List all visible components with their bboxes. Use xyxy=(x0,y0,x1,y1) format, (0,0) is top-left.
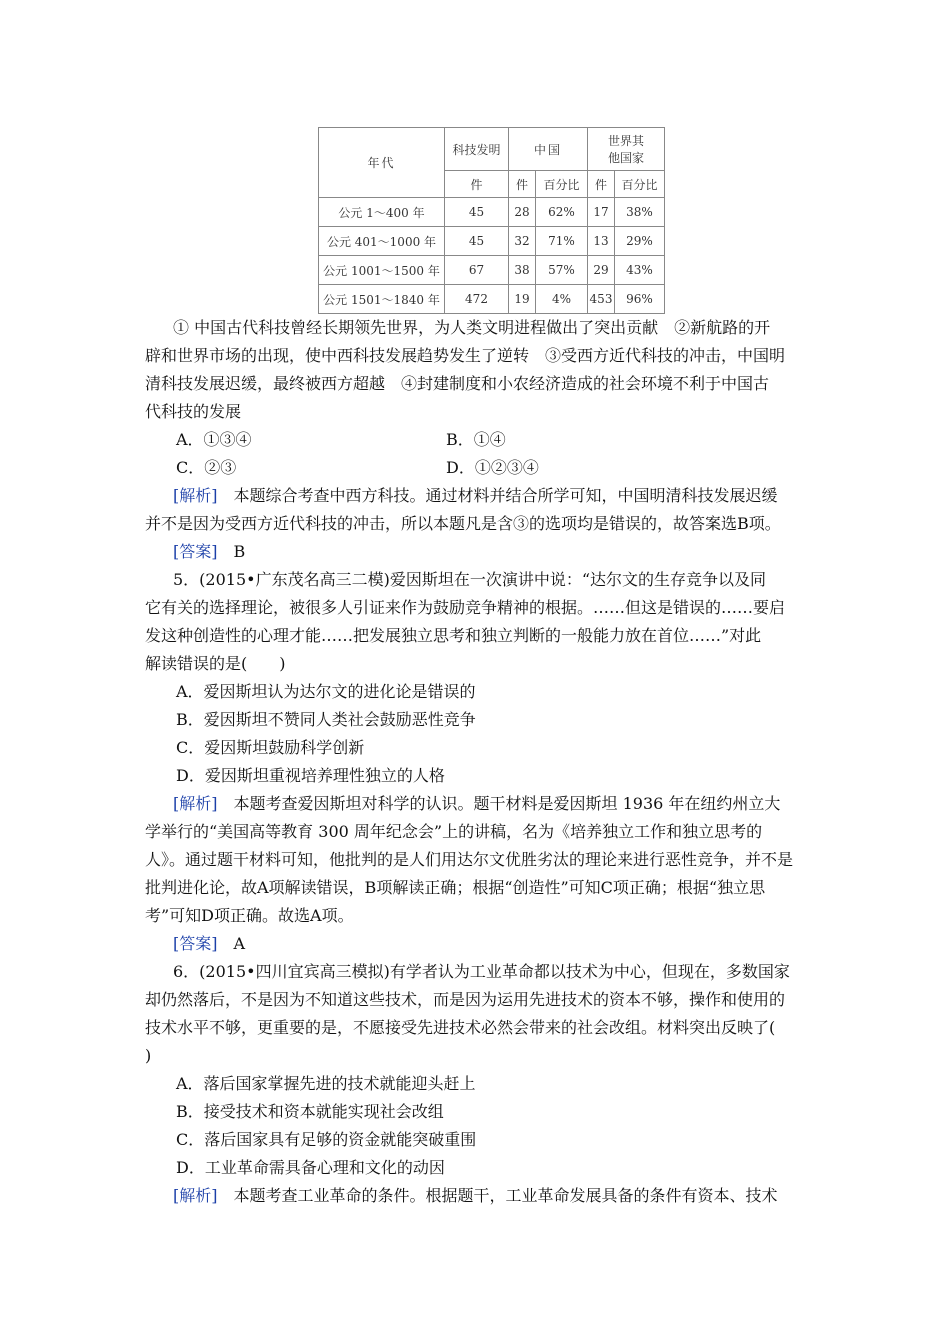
table-row xyxy=(319,198,665,227)
table-cell-world-pct: 96% xyxy=(615,285,665,314)
q4-option-b: B．①④ xyxy=(446,430,506,449)
q5-option-c: C．爱因斯坦鼓励科学创新 xyxy=(176,738,365,757)
q5-analysis-line: 人》。通过题干材料可知，他批判的是人们用达尔文优胜劣汰的理论来进行恶性竞争，并不是 xyxy=(145,850,794,869)
answer-text: A xyxy=(217,934,246,953)
table-header-row xyxy=(319,128,665,171)
table-cell-world-pct: 29% xyxy=(615,227,665,256)
q6-stem-line: 技术水平不够，更重要的是，不愿接受先进技术必然会带来的社会改组。材料突出反映了( xyxy=(145,1018,776,1037)
table-cell-total: 67 xyxy=(445,256,509,285)
q5-option-b: B．爱因斯坦不赞同人类社会鼓励恶性竞争 xyxy=(176,710,476,729)
analysis-tag: [解析] xyxy=(173,486,218,505)
table-head-china: 中国 xyxy=(509,128,588,171)
table-cell-world: 17 xyxy=(588,198,615,227)
analysis-tag: [解析] xyxy=(173,794,218,813)
table-cell-cn-pct: 4% xyxy=(536,285,588,314)
table-cell-cn-pct: 57% xyxy=(536,256,588,285)
table-cell-cn: 19 xyxy=(509,285,536,314)
table-pct: 百分比 xyxy=(615,171,665,198)
table-cell-total: 472 xyxy=(445,285,509,314)
q5-option-d: D．爱因斯坦重视培养理性独立的人格 xyxy=(176,766,445,785)
analysis-tag: [解析] xyxy=(173,1186,218,1205)
q5-stem-line: 发这种创造性的心理才能……把发展独立思考和独立判断的一般能力放在首位……”对此 xyxy=(145,626,762,645)
table-row xyxy=(319,285,665,314)
table-row xyxy=(319,227,665,256)
q6-option-a: A．落后国家掌握先进的技术就能迎头赶上 xyxy=(176,1074,476,1093)
q6-option-c: C．落后国家具有足够的资金就能突破重围 xyxy=(176,1130,477,1149)
table-cell-cn: 28 xyxy=(509,198,536,227)
q4-analysis-line xyxy=(173,486,778,506)
table-unit: 件 xyxy=(588,171,615,198)
q4-answer-line xyxy=(173,542,245,562)
q6-stem-line: ) xyxy=(145,1046,152,1065)
table-cell-world: 13 xyxy=(588,227,615,256)
table-cell-era: 公元 1501～1840 年 xyxy=(319,285,445,314)
q5-analysis-line: 考”可知D项正确。故选A项。 xyxy=(145,906,354,925)
q5-stem-line: 5．(2015•广东茂名高三二模)爱因斯坦在一次演讲中说：“达尔文的生存竞争以及同 xyxy=(173,570,767,589)
q6-option-b: B．接受技术和资本就能实现社会改组 xyxy=(176,1102,444,1121)
table-cell-world: 29 xyxy=(588,256,615,285)
table-head-world-line1: 世界其 xyxy=(607,134,644,148)
analysis-text: 本题考查工业革命的条件。根据题干，工业革命发展具备的条件有资本、技术 xyxy=(217,1186,778,1205)
q4-option-d: D．①②③④ xyxy=(446,458,539,477)
q5-analysis-line xyxy=(173,794,780,814)
q6-stem-line: 却仍然落后，不是因为不知道这些技术，而是因为运用先进技术的资本不够，操作和使用的 xyxy=(145,990,786,1009)
q5-analysis-line: 学举行的“美国高等教育 300 周年纪念会”上的讲稿，名为《培养独立工作和独立思考的 xyxy=(145,822,763,841)
table-row xyxy=(319,256,665,285)
table-cell-world-pct: 38% xyxy=(615,198,665,227)
q4-statement-line: 辟和世界市场的出现，使中西科技发展趋势发生了逆转 ③受西方近代科技的冲击，中国明 xyxy=(145,346,786,365)
table-head-world-line2: 他国家 xyxy=(607,151,644,165)
analysis-text: 本题综合考查中西方科技。通过材料并结合所学可知，中国明清科技发展迟缓 xyxy=(217,486,778,505)
q5-stem-line: 解读错误的是( ) xyxy=(145,654,286,673)
q5-option-a: A．爱因斯坦认为达尔文的进化论是错误的 xyxy=(176,682,476,701)
q6-analysis-line xyxy=(173,1186,778,1206)
q5-stem-line: 它有关的选择理论，被很多人引证来作为鼓励竞争精神的根据。……但这是错误的……要启 xyxy=(145,598,786,617)
table-cell-era: 公元 1001～1500 年 xyxy=(319,256,445,285)
table-head-inventions: 科技发明 xyxy=(445,128,509,171)
table-cell-world: 453 xyxy=(588,285,615,314)
q4-statement-line: 清科技发展迟缓，最终被西方超越 ④封建制度和小农经济造成的社会环境不利于中国古 xyxy=(145,374,770,393)
table-pct: 百分比 xyxy=(536,171,588,198)
table-unit: 件 xyxy=(445,171,509,198)
q5-answer-line xyxy=(173,934,245,954)
q4-analysis-line: 并不是因为受西方近代科技的冲击，所以本题凡是含③的选项均是错误的，故答案选B项。 xyxy=(145,514,781,533)
q6-option-d: D．工业革命需具备心理和文化的动因 xyxy=(176,1158,445,1177)
answer-tag: [答案] xyxy=(173,542,218,561)
q4-option-a: A．①③④ xyxy=(176,430,252,449)
q6-stem-line: 6．(2015•四川宜宾高三模拟)有学者认为工业革命都以技术为中心，但现在，多数国家 xyxy=(173,962,790,981)
analysis-text: 本题考查爱因斯坦对科学的认识。题干材料是爱因斯坦 1936 年在纽约州立大 xyxy=(217,794,781,813)
table-cell-total: 45 xyxy=(445,198,509,227)
invention-table xyxy=(318,127,665,314)
table-cell-era: 公元 401～1000 年 xyxy=(319,227,445,256)
table-cell-cn: 38 xyxy=(509,256,536,285)
table-cell-cn: 32 xyxy=(509,227,536,256)
q4-option-c: C．②③ xyxy=(176,458,237,477)
table-head-world xyxy=(588,128,665,171)
q5-analysis-line: 批判进化论，故A项解读错误，B项解读正确；根据“创造性”可知C项正确；根据“独立思 xyxy=(145,878,766,897)
table-cell-cn-pct: 71% xyxy=(536,227,588,256)
table-head-era: 年代 xyxy=(319,128,445,198)
table-cell-cn-pct: 62% xyxy=(536,198,588,227)
table-cell-era: 公元 1～400 年 xyxy=(319,198,445,227)
q4-statement-line: 代科技的发展 xyxy=(145,402,242,421)
answer-tag: [答案] xyxy=(173,934,218,953)
table-cell-world-pct: 43% xyxy=(615,256,665,285)
table-cell-total: 45 xyxy=(445,227,509,256)
q4-statement-line: ① 中国古代科技曾经长期领先世界，为人类文明进程做出了突出贡献 ②新航路的开 xyxy=(173,318,771,337)
answer-text: B xyxy=(217,542,246,561)
table-unit: 件 xyxy=(509,171,536,198)
